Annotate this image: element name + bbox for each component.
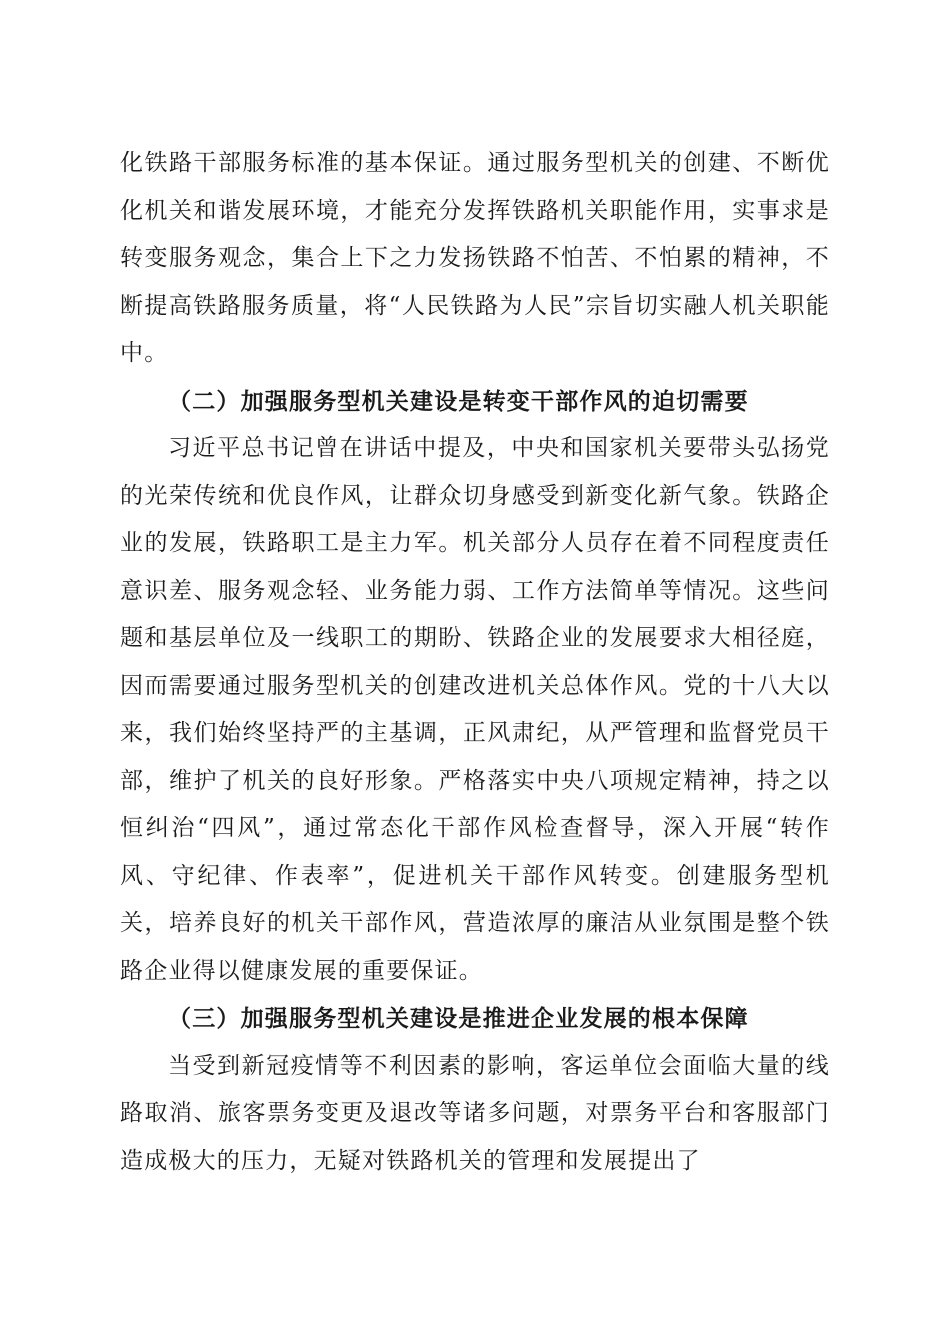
section-heading-2: （二）加强服务型机关建设是转变干部作风的迫切需要 [168, 387, 749, 415]
paragraph-continuation: 化铁路干部服务标准的基本保证。通过服务型机关的创建、不断优化机关和谐发展环境，才能充分发挥铁路机关职能作用，实事求是转变服务观念，集合上下之力发扬铁路不怕苦、不怕累的精神，不断提高铁路服务质量，将“人民铁路为人民”宗旨切实融人机关职能中。 [120, 150, 830, 366]
section-heading-3: （三）加强服务型机关建设是推进企业发展的根本保障 [168, 1005, 749, 1032]
document-body [120, 140, 830, 1185]
paragraph-section-3: 当受到新冠疫情等不利因素的影响，客运单位会面临大量的线路取消、旅客票务变更及退改等诸多问题，对票务平台和客服部门造成极大的压力，无疑对铁路机关的管理和发展提出了 [120, 1052, 830, 1174]
paragraph-section-2: 习近平总书记曾在讲话中提及，中央和国家机关要带头弘扬党的光荣传统和优良作风，让群众切身感受到新变化新气象。铁路企业的发展，铁路职工是主力军。机关部分人员存在着不同程度责任意识差、服务观念轻、业务能力弱、工作方法简单等情况。这些问题和基层单位及一线职工的期盼、铁路企业的发展要求大相径庭，因而需要通过服务型机关的创建改进机关总体作风。党的十八大以来，我们始终坚持严的主基调，正风肃纪，从严管理和监督党员干部，维护了机关的良好形象。严格落实中央八项规定精神，持之以恒纠治“四风”，通过常态化干部作风检查督导，深入开展“转作风、守纪律、作表率”，促进机关干部作风转变。创建服务型机关，培养良好的机关干部作风，营造浓厚的廉洁从业氛围是整个铁路企业得以健康发展的重要保证。 [120, 435, 830, 984]
